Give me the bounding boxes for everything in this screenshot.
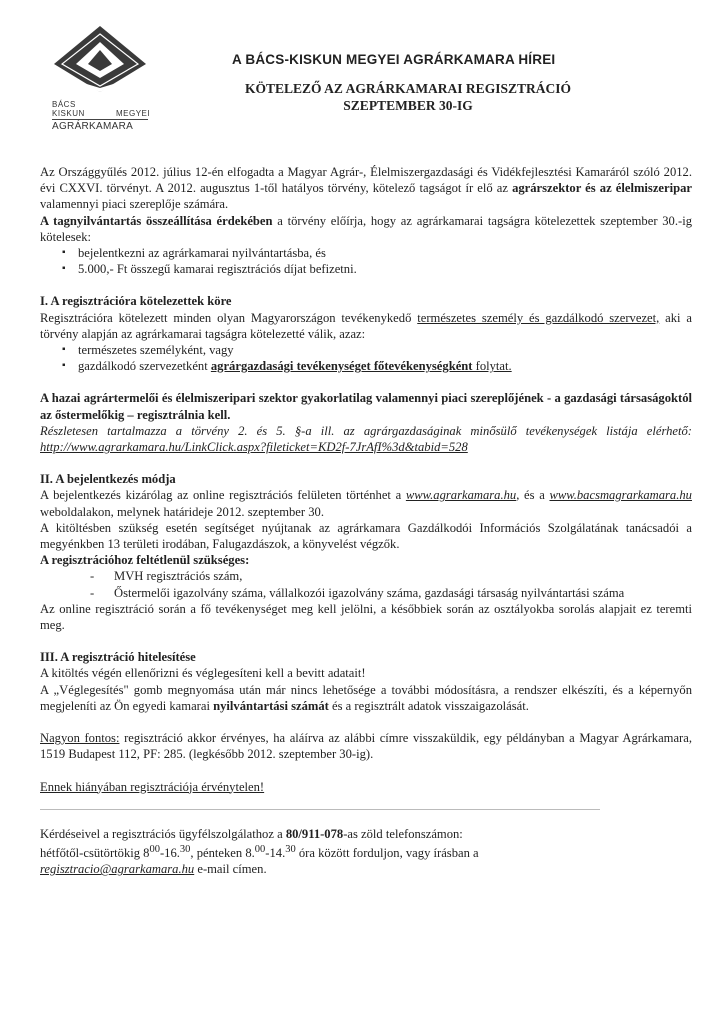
intro2-bold: A tagnyilvántartás összeállítása érdekében (40, 213, 273, 228)
s1-underlined: természetes személy és gazdálkodó szervezet, (417, 310, 660, 325)
important-notice (40, 730, 692, 762)
hours-c: , pénteken 8. (190, 846, 255, 861)
s3-text-b: és a regisztrált adatok visszaigazolását. (328, 698, 529, 713)
diamond-logo-icon (50, 24, 150, 94)
list-item: ▪ bejelentkezni az agrárkamarai nyilvántartásba, és (62, 245, 692, 261)
hours-sup3: 00 (254, 843, 266, 855)
intro-bullet-list (40, 245, 692, 277)
s1-bullet2-bold: agrárgazdasági tevékenységet főtevékenységként (210, 359, 473, 374)
section3-paragraph-1: A kitöltés végén ellenőrizni és véglegesíteni kell a bevitt adatait! (40, 666, 366, 681)
logo-line3: AGRÁRKAMARA (52, 121, 134, 132)
intro-text-b: valamennyi piaci szereplője számára. (40, 197, 229, 212)
section1-paragraph (40, 310, 692, 342)
agrarkamara-link[interactable]: www.agrarkamara.hu (405, 488, 517, 503)
s1-text-b: aki a törvény alapján az agrárkamarai tagságra kötelezetté válik, azaz: (40, 310, 693, 341)
reference-paragraph (40, 423, 692, 455)
section3-title: III. A regisztráció hitelesítése (40, 650, 196, 665)
chamber-logo (44, 24, 156, 132)
footer-text-b: -as zöld telefonszámon: (343, 826, 463, 841)
logo-line2a: KISKUN (52, 109, 85, 118)
intro-paragraph-2 (40, 213, 692, 245)
s3-bold: nyilvántartási számát (213, 698, 329, 713)
intro-paragraph (40, 164, 692, 213)
s2-text-a: A bejelentkezés kizárólag az online regisztrációs felületen történhet a (40, 488, 406, 503)
hours-sup1: 00 (149, 843, 160, 855)
hours-sup2: 30 (179, 843, 191, 855)
requirements-title: A regisztrációhoz feltétlenül szükséges: (40, 553, 250, 568)
article-body (40, 164, 692, 878)
page-title (228, 80, 588, 114)
logo-divider (52, 119, 148, 120)
intro-text-a: Az Országgyűlés 2012. július 12-én elfogadta a Magyar Agrár-, Élelmiszergazdasági és Vidékfejlesztési Kamaráról szóló 2012. évi CXXVI. törvényt. A 2012. augusztus 1-től hatályos törvény, kötelező tagságot ír elő az (40, 165, 692, 196)
section3-paragraph-2 (40, 682, 692, 714)
law-link[interactable]: http://www.agrarkamara.hu/LinkClick.aspx?fileticket=KD2f-7JrAfI%3d&tabid=528 (40, 440, 468, 455)
notice-text: regisztráció akkor érvényes, ha aláírva az alábbi címre visszaküldik, egy példányban a Magyar Agrárkamara, 1519 Budapest 112, PF: 285. (legkésőbb 2012. szeptember 30-ig). (40, 731, 692, 762)
section2-paragraph-3: Az online regisztráció során a fő tevékenységet meg kell jelölni, a későbbiek során az osztályokba sorolás alapjait ez teremti meg. (40, 601, 692, 633)
reference-text: Részletesen tartalmazza a törvény 2. és 5. §-a ill. az agrárgazdaságinak minősülő tevékenységek listája elérhető: (40, 423, 692, 438)
s1-text-a: Regisztrációra kötelezett minden olyan Magyarországon tevékenykedő (40, 310, 418, 325)
list-item (62, 358, 692, 374)
logo-line2b: MEGYEI (116, 109, 151, 118)
notice-label: Nagyon fontos: (40, 731, 120, 746)
logo-line1: BÁCS (52, 100, 76, 109)
bacsmagrarkamara-link[interactable]: www.bacsmagrarkamara.hu (549, 488, 692, 503)
masthead: A BÁCS-KISKUN MEGYEI AGRÁRKAMARA HÍREI (232, 52, 556, 67)
s2-text-b: , és a (516, 488, 550, 503)
highlight-paragraph: A hazai agrártermelői és élelmiszeripari szektor gyakorlatilag valamennyi piaci szereplőjének - a gazdasági társaságoktól az őstermelőkig – regisztrálnia kell. (40, 391, 692, 422)
footer-text-d: e-mail címen. (194, 862, 267, 877)
email-link[interactable]: regisztracio@agrarkamara.hu (40, 862, 195, 877)
list-item: ▪ természetes személyként, vagy (62, 342, 692, 358)
s2-text-c: weboldalakon, melynek határideje 2012. szeptember 30. (40, 504, 324, 519)
s3-text-a: A „Véglegesítés" gomb megnyomása után már nincs lehetősége a további módosításra, a rendszer elkészíti, és a képernyőn megjeleníti az Ön egyedi kamarai (40, 682, 692, 713)
list-item: - MVH regisztrációs szám, (90, 568, 692, 584)
hours-a: hétfőtől-csütörtökig 8 (40, 846, 150, 861)
hours-b: -16. (159, 846, 180, 861)
section2-title: II. A bejelentkezés módja (40, 472, 176, 487)
section1-title: I. A regisztrációra kötelezettek köre (40, 294, 232, 309)
footer-contact (40, 826, 692, 878)
intro-bold: agrárszektor és az élelmiszeripar (512, 181, 692, 196)
section1-bullet-list (40, 342, 692, 374)
intro2-text: a törvény előírja, hogy az agrárkamarai tagságra kötelezettek szeptember 30.-ig kötelesek: (40, 213, 692, 244)
phone-number: 80/911-078 (285, 826, 344, 841)
requirements-list (40, 568, 692, 600)
invalid-warning: Ennek hiányában regisztrációja érvénytelen! (40, 779, 265, 794)
s1-bullet2-text: gazdálkodó szervezetként (78, 359, 211, 374)
list-item: ▪ 5.000,- Ft összegű kamarai regisztrációs díjat befizetni. (62, 261, 692, 277)
footer-text-a: Kérdéseivel a regisztrációs ügyfélszolgálathoz a (40, 826, 286, 841)
title-line1: KÖTELEZŐ AZ AGRÁRKAMARAI REGISZTRÁCIÓ (245, 81, 571, 96)
title-line2: SZEPTEMBER 30-IG (343, 98, 473, 113)
section2-paragraph-2: A kitöltésben szükség esetén segítséget nyújtanak az agrárkamara Gazdálkodói Információs Szolgálatának tanácsadói a megyénkben 13 területi irodában, Falugazdászok, a könyvelést végzők. (40, 520, 692, 552)
hours-sup4: 30 (285, 843, 296, 855)
s1-bullet2-end: folytat. (472, 359, 512, 374)
hours-e: óra között forduljon, vagy írásban a (295, 846, 479, 861)
hours-d: -14. (265, 846, 286, 861)
list-item: - Őstermelői igazolvány száma, vállalkozói igazolvány száma, gazdasági társaság nyilvántartási száma (90, 585, 692, 601)
section2-paragraph-1 (40, 487, 692, 519)
